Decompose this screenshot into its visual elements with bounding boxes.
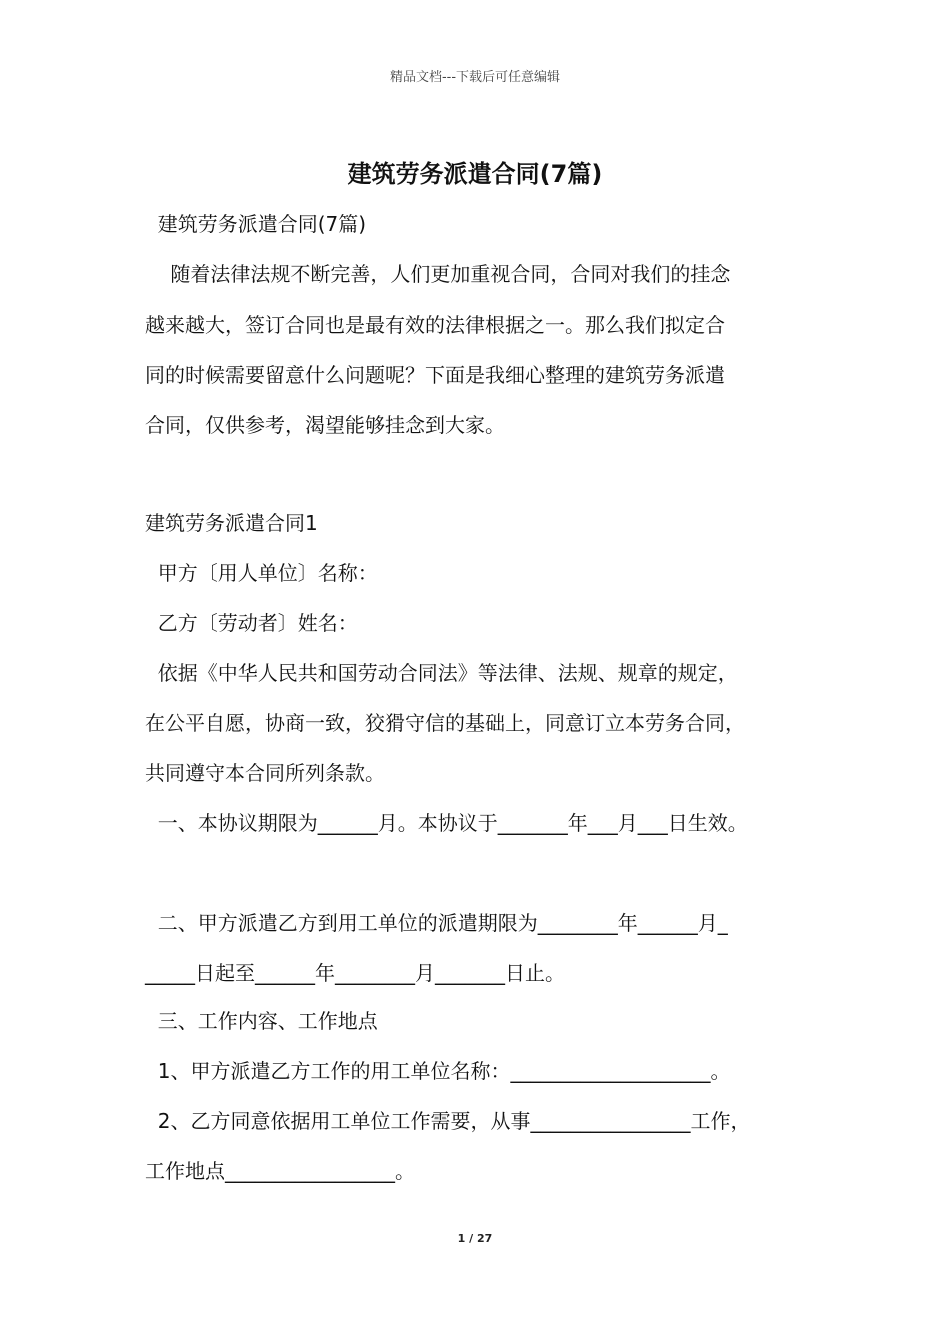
clause-line: 三、工作内容、工作地点 <box>145 1009 378 1033</box>
body-line: 合同，仅供参考，渴望能够挂念到大家。 <box>145 413 505 437</box>
clause-line: 1、甲方派遣乙方工作的用工单位名称：____________________。 <box>145 1059 731 1083</box>
clause-line: 2、乙方同意依据用工单位工作需要，从事________________工作， <box>145 1109 751 1133</box>
section-heading: 建筑劳务派遣合同1 <box>145 511 318 535</box>
clause-line: _____日起至______年________月_______日止。 <box>145 961 565 985</box>
body-line: 越来越大，签订合同也是最有效的法律根据之一。那么我们拟定合 <box>145 313 725 337</box>
subtitle-line: 建筑劳务派遣合同(7篇) <box>145 212 367 236</box>
page-indicator: 1 / 27 <box>457 1232 493 1245</box>
party-b-line: 乙方〔劳动者〕姓名： <box>145 611 358 635</box>
body-line: 共同遵守本合同所列条款。 <box>145 761 385 785</box>
clause-line: 工作地点_________________。 <box>145 1159 415 1183</box>
body-line: 依据《中华人民共和国劳动合同法》等法律、法规、规章的规定， <box>145 661 738 685</box>
body-line: 同的时候需要留意什么问题呢？下面是我细心整理的建筑劳务派遣 <box>145 363 725 387</box>
party-a-line: 甲方〔用人单位〕名称： <box>145 561 378 585</box>
document-title: 建筑劳务派遣合同(7篇) <box>347 160 603 188</box>
page-header: 精品文档---下载后可任意编辑 <box>389 70 561 85</box>
clause-line: 二、甲方派遣乙方到用工单位的派遣期限为________年______月_ <box>145 911 728 935</box>
body-line: 在公平自愿，协商一致，狡猾守信的基础上，同意订立本劳务合同， <box>145 711 745 735</box>
clause-line: 一、本协议期限为______月。本协议于_______年___月___日生效。 <box>145 811 748 835</box>
body-line: 随着法律法规不断完善，人们更加重视合同，合同对我们的挂念 <box>145 262 731 286</box>
